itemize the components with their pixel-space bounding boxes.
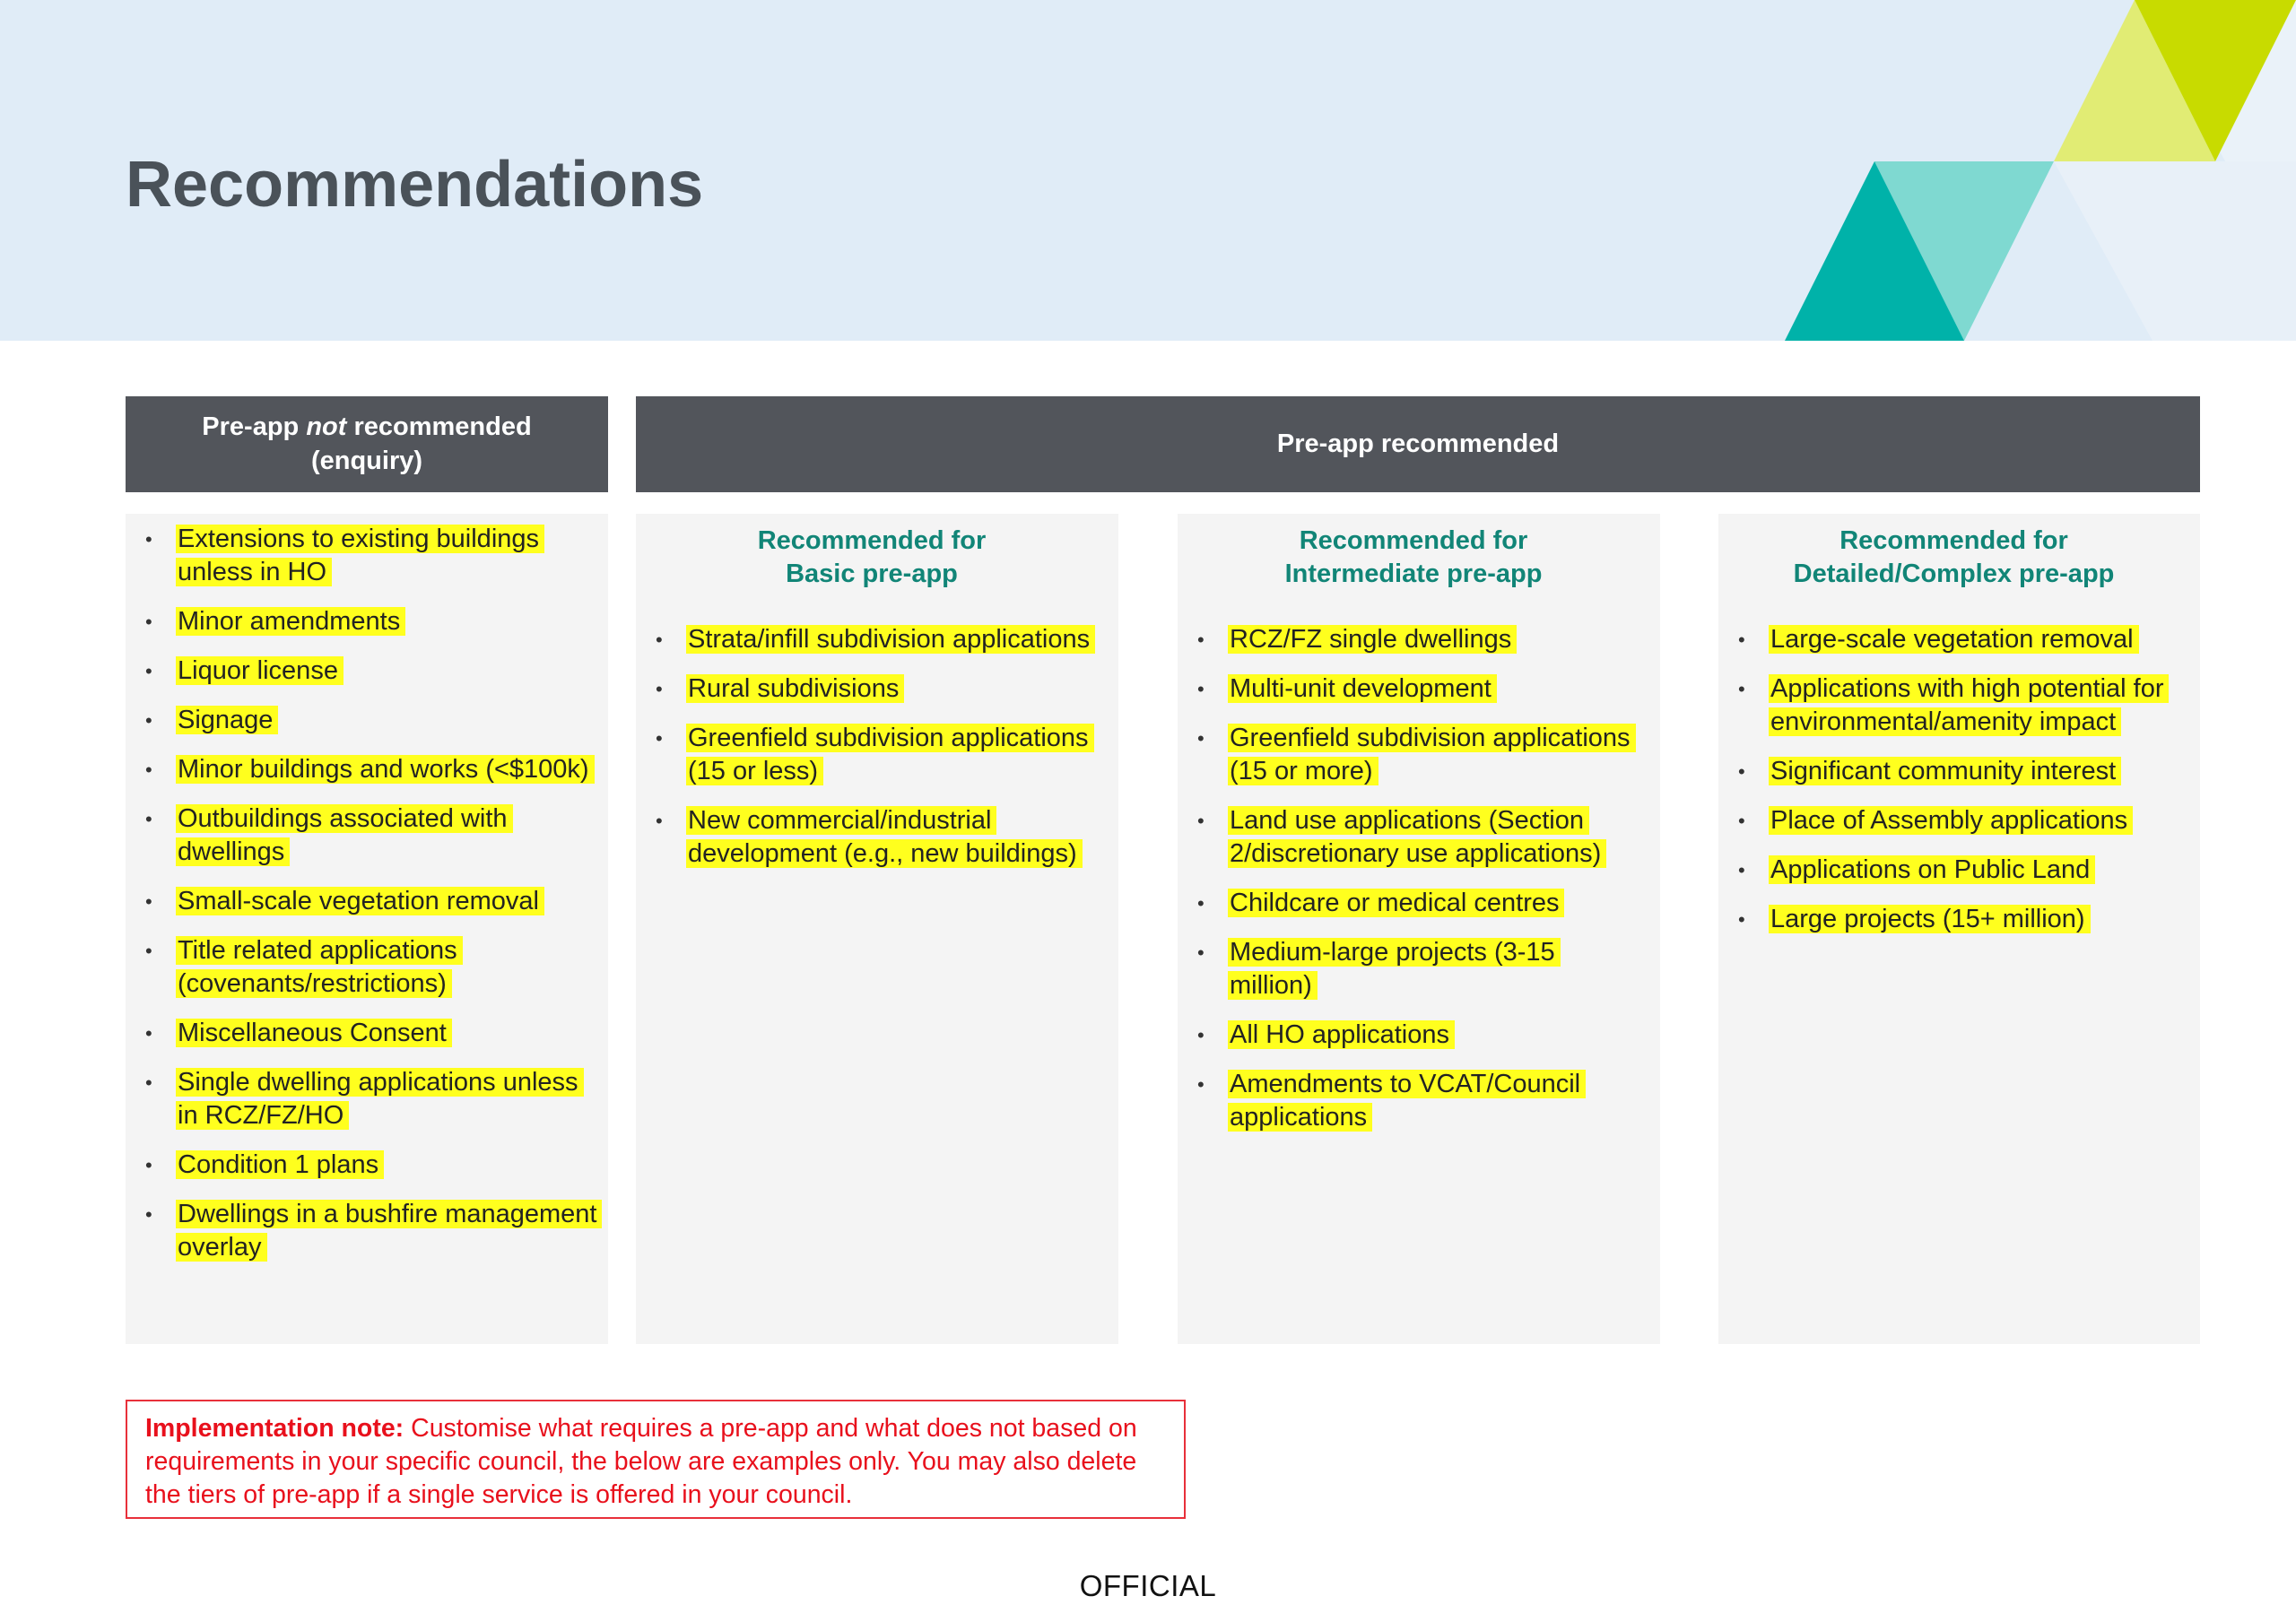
intermediate-heading-line2: Intermediate pre-app	[1284, 559, 1543, 589]
detailed-list	[1718, 623, 2189, 936]
implementation-note	[126, 1400, 1186, 1519]
footer-classification: OFFICIAL	[1079, 1569, 1217, 1602]
list-item	[636, 623, 1108, 656]
header-not-recommended	[126, 396, 608, 492]
highlighted-item-text: Strata/infill subdivision applications	[686, 625, 1095, 654]
intermediate-heading-line1: Recommended for	[1299, 526, 1528, 555]
highlighted-item-text: Condition 1 plans	[176, 1150, 384, 1179]
highlighted-item-text: RCZ/FZ single dwellings	[1228, 625, 1517, 654]
highlighted-item-text: Extensions to existing buildings unless in HO	[176, 525, 544, 586]
note-label: Implementation note:	[145, 1414, 404, 1443]
list-item	[636, 722, 1108, 788]
list-item	[636, 804, 1108, 871]
list-item	[126, 605, 601, 638]
basic-list	[636, 623, 1108, 871]
highlighted-item-text: Rural subdivisions	[686, 674, 904, 703]
list-item	[1718, 854, 2189, 887]
panel-intermediate	[1178, 514, 1660, 1344]
list-item	[126, 1066, 601, 1132]
highlighted-item-text: Large-scale vegetation removal	[1769, 625, 2139, 654]
detailed-heading	[1718, 525, 2189, 591]
highlighted-item-text: Title related applications (covenants/restrictions)	[176, 936, 463, 998]
list-item	[636, 672, 1108, 706]
list-item	[1178, 1068, 1649, 1134]
header-left-italic: not	[306, 412, 347, 442]
header-left-line2: (enquiry)	[310, 446, 423, 475]
list-item	[126, 1149, 601, 1182]
highlighted-item-text: Amendments to VCAT/Council applications	[1228, 1070, 1586, 1132]
highlighted-item-text: Single dwelling applications unless in RCZ/FZ/HO	[176, 1068, 584, 1130]
header-right-label: Pre-app recommended	[1276, 429, 1560, 458]
list-item	[126, 523, 601, 589]
list-item	[1178, 936, 1649, 1002]
highlighted-item-text: Minor amendments	[176, 607, 405, 636]
intermediate-list	[1178, 623, 1649, 1134]
highlighted-item-text: Dwellings in a bushfire management overlay	[176, 1200, 602, 1262]
highlighted-item-text: Multi-unit development	[1228, 674, 1497, 703]
highlighted-item-text: Liquor license	[176, 656, 344, 685]
list-item	[1178, 887, 1649, 920]
highlighted-item-text: Applications with high potential for environmental/amenity impact	[1769, 674, 2169, 736]
list-item	[126, 934, 601, 1001]
list-item	[126, 802, 601, 869]
highlighted-item-text: Medium-large projects (3-15 million)	[1228, 938, 1561, 1000]
list-item	[126, 885, 601, 918]
page-title: Recommendations	[126, 149, 704, 221]
detailed-heading-line1: Recommended for	[1839, 526, 2068, 555]
highlighted-item-text: Minor buildings and works (<$100k)	[176, 755, 595, 784]
list-item	[1178, 1019, 1649, 1052]
not-recommended-list	[126, 523, 601, 1264]
basic-heading	[636, 525, 1108, 591]
highlighted-item-text: Childcare or medical centres	[1228, 889, 1564, 917]
basic-heading-line1: Recommended for	[757, 526, 987, 555]
triangle-pale-lower	[2054, 161, 2296, 341]
list-item	[1718, 672, 2189, 739]
highlighted-item-text: Miscellaneous Consent	[176, 1019, 452, 1047]
highlighted-item-text: New commercial/industrial development (e.g., new buildings)	[686, 806, 1083, 868]
highlighted-item-text: Place of Assembly applications	[1769, 806, 2133, 835]
header-left-suffix: recommended	[346, 412, 532, 442]
list-item	[1178, 672, 1649, 706]
list-item	[126, 1198, 601, 1264]
highlighted-item-text: All HO applications	[1228, 1020, 1455, 1049]
highlighted-item-text: Outbuildings associated with dwellings	[176, 804, 513, 866]
highlighted-item-text: Greenfield subdivision applications (15 or more)	[1228, 724, 1636, 785]
list-item	[1718, 755, 2189, 788]
note-text: Customise what requires a pre-app and what does not based on requirements in your specific council, the below are examples only. You may also delete the tiers of pre-app if a single service is offered in your council.	[145, 1414, 1137, 1509]
decorative-triangles	[1758, 0, 2296, 341]
list-item	[1718, 804, 2189, 837]
panel-basic	[636, 514, 1118, 1344]
list-item	[1178, 623, 1649, 656]
list-item	[126, 753, 601, 786]
list-item	[126, 1017, 601, 1050]
detailed-heading-line2: Detailed/Complex pre-app	[1793, 559, 2115, 589]
highlighted-item-text: Signage	[176, 706, 278, 734]
list-item	[126, 655, 601, 688]
highlighted-item-text: Large projects (15+ million)	[1769, 905, 2091, 933]
intermediate-heading	[1178, 525, 1649, 591]
list-item	[1718, 903, 2189, 936]
highlighted-item-text: Greenfield subdivision applications (15 or less)	[686, 724, 1094, 785]
highlighted-item-text: Land use applications (Section 2/discretionary use applications)	[1228, 806, 1606, 868]
list-item	[1178, 804, 1649, 871]
panel-not-recommended	[126, 514, 608, 1344]
list-item	[1718, 623, 2189, 656]
basic-heading-line2: Basic pre-app	[786, 559, 958, 589]
list-item	[126, 704, 601, 737]
header-left-prefix: Pre-app	[202, 412, 307, 442]
highlighted-item-text: Applications on Public Land	[1769, 855, 2095, 884]
list-item	[1178, 722, 1649, 788]
highlighted-item-text: Small-scale vegetation removal	[176, 887, 544, 915]
header-recommended	[636, 396, 2200, 492]
panel-detailed	[1718, 514, 2200, 1344]
highlighted-item-text: Significant community interest	[1769, 757, 2121, 785]
